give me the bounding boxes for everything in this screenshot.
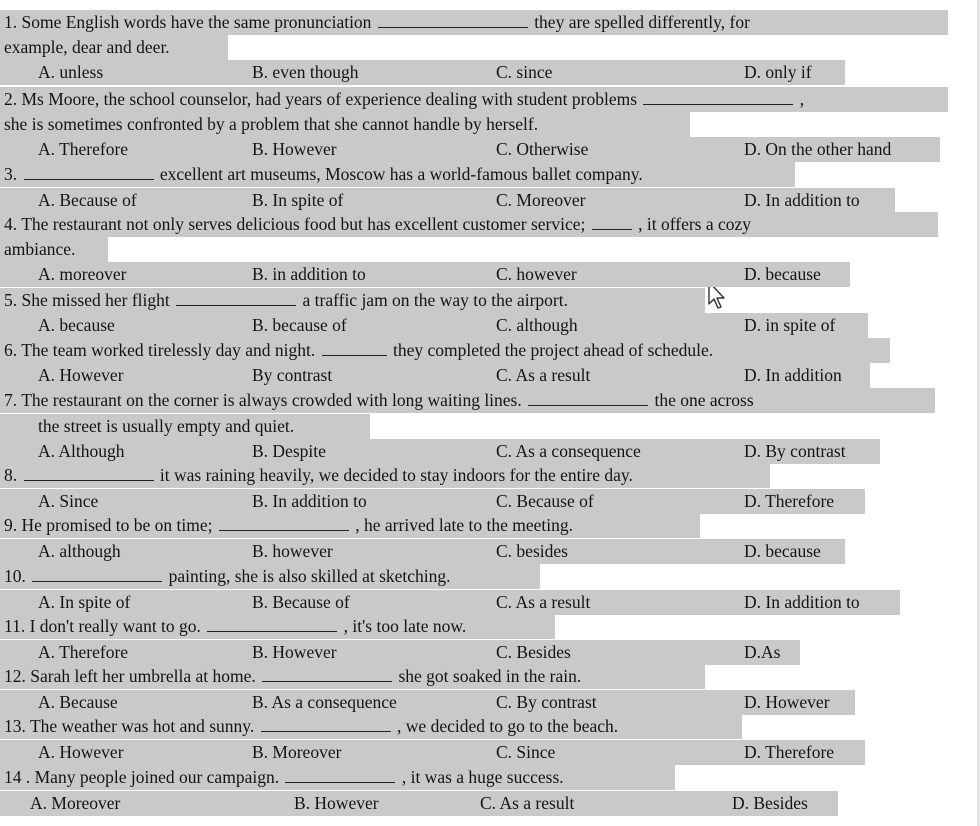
stem-text-after: a traffic jam on the way to the airport. [302, 290, 568, 310]
answer-blank[interactable] [207, 614, 337, 632]
answer-option[interactable]: B. However [294, 793, 379, 813]
stem-text-before: He promised to be on time; [21, 515, 213, 535]
question-stem [0, 338, 890, 363]
stem-text-before: Sarah left her umbrella at home. [30, 666, 256, 686]
options-row [0, 740, 865, 765]
answer-option[interactable]: D. because [744, 541, 821, 561]
question-number: 12. [4, 666, 26, 686]
answer-option[interactable]: A. Because of [38, 190, 137, 210]
question-continuation: example, dear and deer. [0, 35, 228, 60]
answer-blank[interactable] [378, 10, 528, 28]
answer-option[interactable]: C. however [496, 264, 577, 284]
stem-text-after: it was raining heavily, we decided to stay indoors for the entire day. [159, 465, 633, 485]
question-number: 9. [4, 515, 18, 535]
stem-text-before: The weather was hot and sunny. [29, 716, 255, 736]
question-stem [0, 664, 705, 689]
stem-text-after: , we decided to go to the beach. [397, 716, 619, 736]
question-number: 2. [4, 89, 18, 109]
answer-option[interactable]: D. By contrast [744, 441, 846, 461]
answer-option[interactable]: B. however [252, 541, 333, 561]
question-number: 3. [4, 164, 18, 184]
question-stem [0, 162, 795, 187]
stem-text-before: The team worked tirelessly day and night. [21, 340, 316, 360]
answer-blank[interactable] [24, 162, 154, 180]
stem-text-after: , it offers a cozy [638, 214, 752, 234]
answer-option[interactable]: C. As a result [496, 592, 591, 612]
answer-option[interactable]: B. Because of [252, 592, 350, 612]
answer-option[interactable]: C. although [496, 315, 578, 335]
stem-text-before: The restaurant not only serves delicious food but has excellent customer service; [21, 214, 586, 234]
answer-blank[interactable] [176, 288, 296, 306]
answer-option[interactable]: D. Therefore [744, 491, 835, 511]
answer-option[interactable]: C. Moreover [496, 190, 586, 210]
answer-option[interactable]: A. Therefore [38, 139, 129, 159]
question-continuation: she is sometimes confronted by a problem that she cannot handle by herself. [0, 112, 690, 137]
answer-blank[interactable] [643, 87, 793, 105]
answer-option[interactable]: B. in addition to [252, 264, 366, 284]
question-number: 10. [4, 566, 26, 586]
stem-text-before: The restaurant on the corner is always crowded with long waiting lines. [21, 390, 522, 410]
options-row [0, 313, 868, 338]
answer-blank[interactable] [24, 463, 154, 481]
answer-option[interactable]: D. In addition [744, 365, 842, 385]
stem-text-after: , he arrived late to the meeting. [355, 515, 573, 535]
answer-option[interactable]: A. Moreover [30, 793, 121, 813]
answer-option[interactable]: D. in spite of [744, 315, 836, 335]
stem-text-after: , [799, 89, 805, 109]
question-number: 13. [4, 716, 26, 736]
answer-blank[interactable] [592, 212, 632, 230]
options-row [0, 60, 845, 85]
answer-option[interactable]: D. In addition to [744, 190, 860, 210]
options-row [0, 363, 870, 388]
answer-option[interactable]: A. although [38, 541, 121, 561]
question-stem [0, 463, 770, 488]
stem-text-after: she got soaked in the rain. [398, 666, 582, 686]
answer-option[interactable]: D. Therefore [744, 742, 835, 762]
stem-text-before: She missed her flight [21, 290, 170, 310]
answer-option[interactable]: C. As a result [496, 365, 591, 385]
answer-option[interactable]: B. In spite of [252, 190, 344, 210]
question-number: 5. [4, 290, 18, 310]
question-stem [0, 87, 948, 112]
answer-option[interactable]: D. because [744, 264, 821, 284]
answer-option[interactable]: C. Besides [496, 642, 571, 662]
question-stem [0, 10, 948, 35]
question-number: 8. [4, 465, 18, 485]
answer-option[interactable]: By contrast [252, 365, 333, 385]
options-row [0, 640, 800, 665]
answer-option[interactable]: A. However [38, 742, 124, 762]
answer-option[interactable]: D. Besides [732, 793, 808, 813]
answer-option[interactable]: C. since [496, 62, 553, 82]
question-number: 1. [4, 12, 18, 32]
question-stem [0, 765, 675, 790]
question-stem [0, 288, 705, 313]
options-row [0, 690, 855, 715]
stem-text-after: , it was a huge success. [401, 767, 564, 787]
stem-text-after: the one across [654, 390, 754, 410]
stem-text-before: I don't really want to go. [29, 616, 201, 636]
question-number: 11. [4, 616, 26, 636]
answer-option[interactable]: A. In spite of [38, 592, 131, 612]
answer-option[interactable]: D. In addition to [744, 592, 860, 612]
question-number: 4. [4, 214, 18, 234]
answer-option[interactable]: D.As [744, 642, 781, 662]
answer-blank[interactable] [528, 388, 648, 406]
stem-text-after: , it's too late now. [343, 616, 467, 636]
question-continuation: the street is usually empty and quiet. [0, 414, 370, 439]
stem-text-before: Some English words have the same pronunciation [21, 12, 372, 32]
question-continuation: ambiance. [0, 237, 108, 262]
answer-option[interactable]: B. However [252, 139, 337, 159]
answer-option[interactable]: C. Since [496, 742, 556, 762]
question-number: 6. [4, 340, 18, 360]
stem-text-after: they completed the project ahead of schedule. [392, 340, 714, 360]
answer-option[interactable]: A. However [38, 365, 124, 385]
question-number: 7. [4, 390, 18, 410]
answer-blank[interactable] [285, 765, 395, 783]
question-stem [0, 564, 540, 589]
answer-option[interactable]: D. On the other hand [744, 139, 892, 159]
question-stem [0, 614, 555, 639]
options-row [0, 590, 900, 615]
options-row [0, 489, 865, 514]
answer-blank[interactable] [322, 338, 387, 356]
stem-text-after: painting, she is also skilled at sketching. [168, 566, 451, 586]
answer-option[interactable]: A. Because [38, 692, 118, 712]
answer-option[interactable]: C. As a result [480, 793, 575, 813]
answer-option[interactable]: A. Although [38, 441, 125, 461]
answer-option[interactable]: B. As a consequence [252, 692, 397, 712]
question-number: 14 . [4, 767, 31, 787]
answer-option[interactable]: C. Otherwise [496, 139, 589, 159]
question-stem [0, 714, 742, 739]
answer-option[interactable]: D. However [744, 692, 830, 712]
question-stem [0, 513, 700, 538]
answer-option[interactable]: B. even though [252, 62, 359, 82]
answer-option[interactable]: A. unless [38, 62, 104, 82]
options-row [0, 439, 880, 464]
stem-text-before: Many people joined our campaign. [34, 767, 280, 787]
options-row [0, 791, 838, 816]
answer-option[interactable]: A. because [38, 315, 115, 335]
options-row [0, 262, 850, 287]
answer-option[interactable]: B. In addition to [252, 491, 367, 511]
answer-blank[interactable] [261, 714, 391, 732]
stem-text-before: Ms Moore, the school counselor, had years of experience dealing with student problems [21, 89, 638, 109]
answer-option[interactable]: B. However [252, 642, 337, 662]
answer-option[interactable]: B. Moreover [252, 742, 342, 762]
answer-option[interactable]: B. because of [252, 315, 347, 335]
answer-option[interactable]: D. only if [744, 62, 812, 82]
answer-blank[interactable] [32, 564, 162, 582]
answer-option[interactable]: B. Despite [252, 441, 326, 461]
stem-text-after: excellent art museums, Moscow has a world-famous ballet company. [159, 164, 643, 184]
answer-option[interactable]: A. Since [38, 491, 99, 511]
stem-text-after: they are spelled differently, for [534, 12, 750, 32]
answer-blank[interactable] [262, 664, 392, 682]
answer-option[interactable]: A. moreover [38, 264, 127, 284]
question-stem [0, 388, 935, 413]
question-stem [0, 212, 938, 237]
options-row [0, 188, 895, 213]
options-row [0, 539, 845, 564]
answer-option[interactable]: C. By contrast [496, 692, 597, 712]
answer-option[interactable]: C. As a consequence [496, 441, 641, 461]
answer-blank[interactable] [219, 513, 349, 531]
answer-option[interactable]: C. Because of [496, 491, 594, 511]
answer-option[interactable]: A. Therefore [38, 642, 129, 662]
options-row [0, 137, 940, 162]
answer-option[interactable]: C. besides [496, 541, 568, 561]
